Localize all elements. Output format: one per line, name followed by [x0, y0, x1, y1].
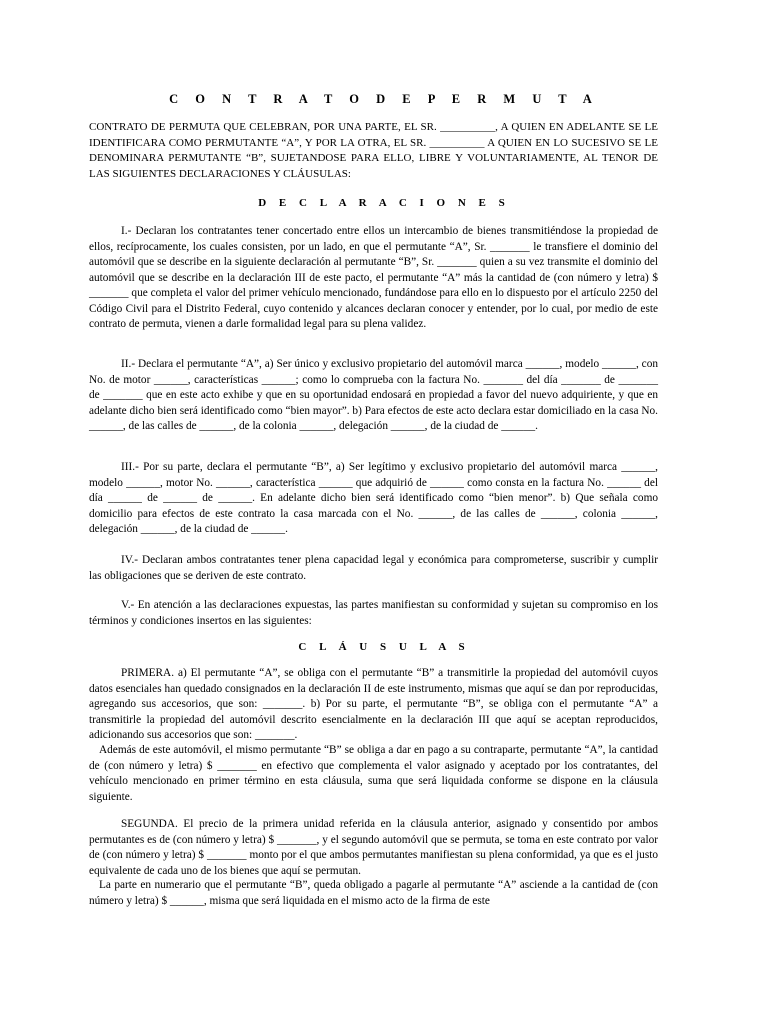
document-title: C O N T R A T O D E P E R M U T A: [169, 92, 599, 106]
declaracion-2: II.- Declara el permutante “A”, a) Ser único y exclusivo propietario del automóvil marca ______, modelo ______, con No. de motor ______, características ______; como lo comprueba con la factura No. _______ del día _______ de _______ de _______ que en este acto exhibe y que en su oportunidad endosará en propiedad a favor del nuevo adquiriente, y que en adelante dicho bien será identificado como “bien mayor”. b) Para efectos de este acto declara estar domiciliado en la casa No. ______, de las calles de ______, de la colonia ______, delegación ______, de la ciudad de ______.: [89, 358, 658, 432]
declaracion-4: IV.- Declaran ambos contratantes tener plena capacidad legal y económica para comprometerse, suscribir y cumplir las obligaciones que se deriven de este contrato.: [89, 554, 658, 582]
intro-paragraph: CONTRATO DE PERMUTA QUE CELEBRAN, POR UNA PARTE, EL SR. __________, A QUIEN EN ADELANTE SE LE IDENTIFICARA COMO PERMUTANTE “A”, Y POR LA OTRA, EL SR. __________ A QUIEN EN LO SUCESIVO SE LE DENOMINARA PERMUTANTE “B”, SUJETANDOSE PARA ELLO, LIBRE Y VOLUNTARIAMENTE, AL TENOR DE LAS SIGUIENTES DECLARACIONES Y CLÁUSULAS:: [89, 121, 658, 180]
clausula-segunda: SEGUNDA. El precio de la primera unidad referida en la cláusula anterior, asignado y consentido por ambos permutantes es de (con número y letra) $ _______, y el segundo automóvil que se permuta, se toma en este contrato por valor de (con número y letra) $ _______ monto por el que ambos permutantes manifiestan su plena conformidad, ya que es el justo equivalente de cada uno de los bienes que aquí se permutan.: [89, 818, 658, 877]
declaraciones-heading: D E C L A R A C I O N E S: [258, 197, 510, 209]
clausula-primera-continuation: Además de este automóvil, el mismo permutante “B” se obliga a dar en pago a su contraparte, permutante “A”, la cantidad de (con número y letra) $ _______ en efectivo que complementa el valor asignado y aceptado por los contratantes, del vehículo mencionado en primer término en esta cláusula, suma que será liquidada conforme se dispone en la cláusula siguiente.: [89, 744, 658, 803]
declaracion-3: III.- Por su parte, declara el permutante “B”, a) Ser legítimo y exclusivo propietario del automóvil marca ______, modelo ______, motor No. ______, característica ______ que adquirió de ______ como consta en la factura No. ______ del día ______ de ______ de ______. En adelante dicho bien será identificado como “bien menor”. b) Que señala como domicilio para efectos de este contrato la casa marcada con el No. ______, de las calles de ______, colonia ______, delegación ______, de la ciudad de ______.: [89, 461, 658, 535]
declaracion-5: V.- En atención a las declaraciones expuestas, las partes manifiestan su conformidad y sujetan su compromiso en los términos y condiciones insertos en las siguientes:: [89, 599, 658, 627]
declaracion-1: I.- Declaran los contratantes tener concertado entre ellos un intercambio de bienes transmitiéndose la propiedad de ellos, recíprocamente, los cuales consisten, por un lado, en que el permutante “A”, Sr. _______ le transfiere el dominio del automóvil que se describe en la siguiente declaración al permutante “B”, Sr. _______ quien a su vez transmite el dominio del automóvil que se describe en la declaración III de este pacto, el permutante “A” más la cantidad de (con número y letra) $ _______ que completa el valor del primer vehículo mencionado, fundándose para ello en lo dispuesto por el artículo 2250 del Código Civil para el Distrito Federal, cuyo contenido y alcances declaran conocer y entender, por lo cual, por medio de este contrato de permuta, vienen a darle formalidad legal para su plena validez.: [89, 225, 658, 330]
clausula-primera: PRIMERA. a) El permutante “A”, se obliga con el permutante “B” a transmitirle la propiedad del automóvil cuyos datos esenciales han quedado consignados en la declaración II de este instrumento, mismas que aquí se dan por reproducidas, agregando sus accesorios, que son: _______. b) Por su parte, el permutante “B”, se obliga con el permutante “A” a transmitirle la propiedad del automóvil descrito esencialmente en la declaración III que aquí se aceptan reproducidos, adicionando sus accesorios que son: _______.: [89, 667, 658, 741]
clausulas-heading: C L Á U S U L A S: [298, 641, 470, 653]
clausula-segunda-continuation: La parte en numerario que el permutante “B”, queda obligado a pagarle al permutante “A” asciende a la cantidad de (con número y letra) $ ______, misma que será liquidada en el mismo acto de la firma de este: [89, 879, 658, 907]
